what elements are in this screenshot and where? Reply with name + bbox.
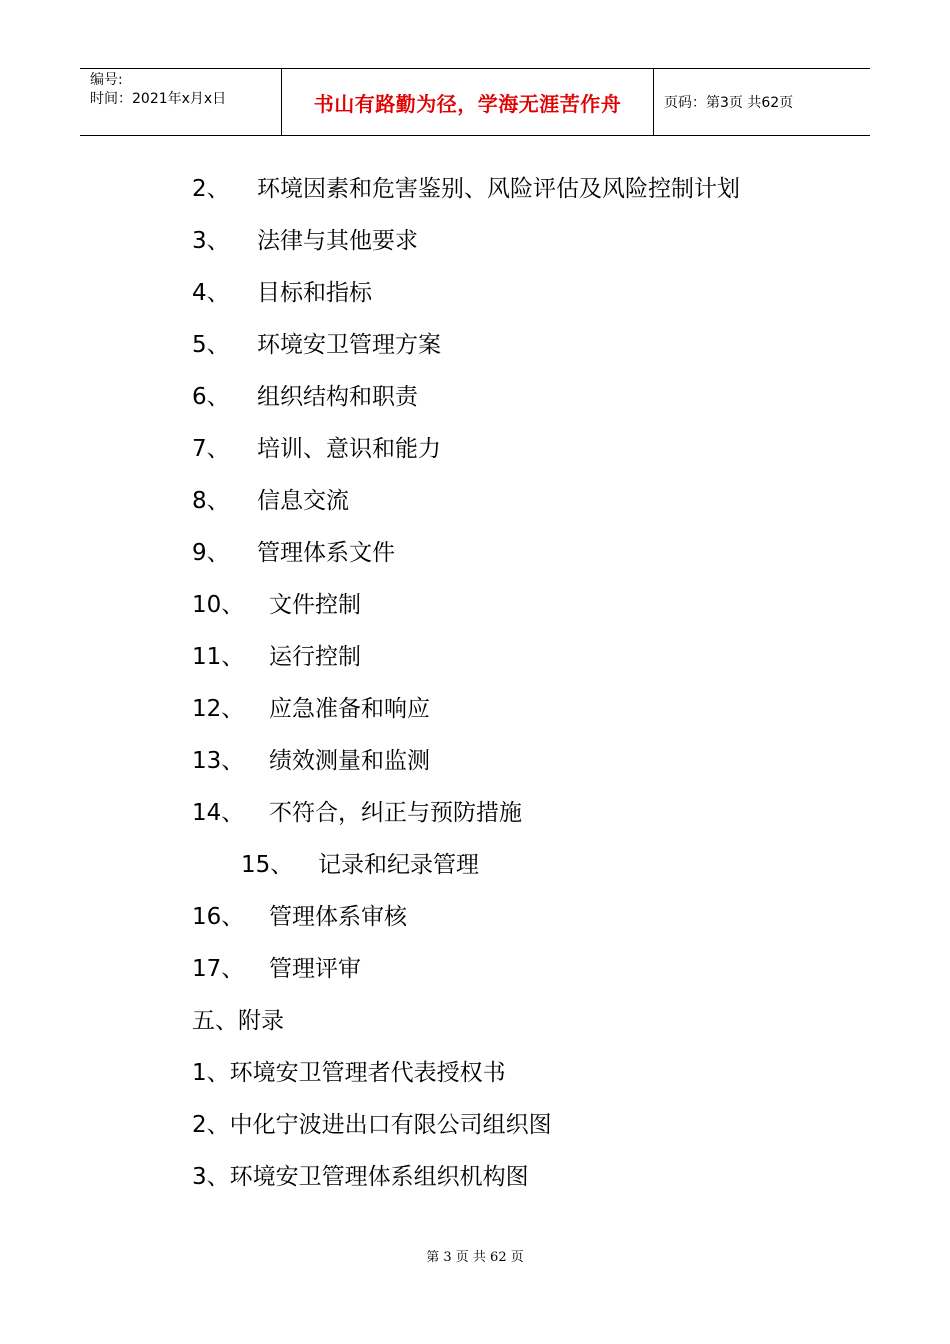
section-heading xyxy=(192,1006,284,1036)
toc-item-number: 12、 xyxy=(192,696,245,722)
toc-item-text: 环境因素和危害鉴别、风险评估及风险控制计划 xyxy=(257,176,740,202)
toc-item-text: 法律与其他要求 xyxy=(257,228,418,254)
toc-item xyxy=(192,746,430,776)
appendix-item xyxy=(192,1110,552,1140)
toc-item-number: 10、 xyxy=(192,592,245,618)
toc-item xyxy=(192,954,361,984)
toc-item-text: 2、中化宁波进出口有限公司组织图 xyxy=(192,1112,552,1138)
toc-item-number: 11、 xyxy=(192,644,245,670)
appendix-item xyxy=(192,1058,506,1088)
toc-item-text: 绩效测量和监测 xyxy=(269,748,430,774)
toc-item-text: 组织结构和职责 xyxy=(257,384,418,410)
toc-item xyxy=(241,850,479,880)
toc-item-text: 不符合，纠正与预防措施 xyxy=(269,800,522,826)
header-motto: 书山有路勤为径，学海无涯苦作舟 xyxy=(282,69,654,135)
toc-item xyxy=(192,486,349,516)
toc-item-text: 信息交流 xyxy=(257,488,349,514)
toc-item-number: 9、 xyxy=(192,540,230,566)
toc-item xyxy=(192,278,372,308)
toc-item xyxy=(192,226,418,256)
toc-item xyxy=(192,538,395,568)
toc-item-text: 管理评审 xyxy=(269,956,361,982)
toc-item-text: 应急准备和响应 xyxy=(269,696,430,722)
header-page-info: 页码：第3页 共62页 xyxy=(664,95,794,111)
toc-item-number: 7、 xyxy=(192,436,230,462)
toc-item-number: 14、 xyxy=(192,800,245,826)
toc-item-text: 五、附录 xyxy=(192,1008,284,1034)
toc-item-text: 记录和纪录管理 xyxy=(318,852,479,878)
toc-item xyxy=(192,798,522,828)
toc-item-text: 管理体系审核 xyxy=(269,904,407,930)
toc-item-text: 运行控制 xyxy=(269,644,361,670)
toc-item xyxy=(192,434,441,464)
toc-item-number: 4、 xyxy=(192,280,230,306)
toc-item-number: 6、 xyxy=(192,384,230,410)
toc-item-number: 16、 xyxy=(192,904,245,930)
appendix-item xyxy=(192,1162,529,1192)
page-footer: 第 3 页 共 62 页 xyxy=(426,1250,524,1265)
toc-item-text: 培训、意识和能力 xyxy=(257,436,441,462)
toc-item xyxy=(192,590,361,620)
toc-item xyxy=(192,330,441,360)
toc-item-text: 管理体系文件 xyxy=(257,540,395,566)
toc-item-text: 文件控制 xyxy=(269,592,361,618)
toc-item-number: 5、 xyxy=(192,332,230,358)
toc-item-number: 8、 xyxy=(192,488,230,514)
toc-item xyxy=(192,642,361,672)
toc-item xyxy=(192,902,407,932)
toc-item-number: 17、 xyxy=(192,956,245,982)
toc-item-number: 2、 xyxy=(192,176,230,202)
toc-item-number: 13、 xyxy=(192,748,245,774)
toc-item-number: 3、 xyxy=(192,228,230,254)
toc-item-text: 3、环境安卫管理体系组织机构图 xyxy=(192,1164,529,1190)
toc-item xyxy=(192,382,418,412)
toc-item-number: 15、 xyxy=(241,852,294,878)
toc-item-text: 环境安卫管理方案 xyxy=(257,332,441,358)
document-number-label: 编号: xyxy=(90,72,123,88)
toc-item xyxy=(192,694,430,724)
toc-item xyxy=(192,174,740,204)
toc-item-text: 1、环境安卫管理者代表授权书 xyxy=(192,1060,506,1086)
toc-item-text: 目标和指标 xyxy=(257,280,372,306)
document-time-label: 时间：2021年x月x日 xyxy=(90,91,227,107)
